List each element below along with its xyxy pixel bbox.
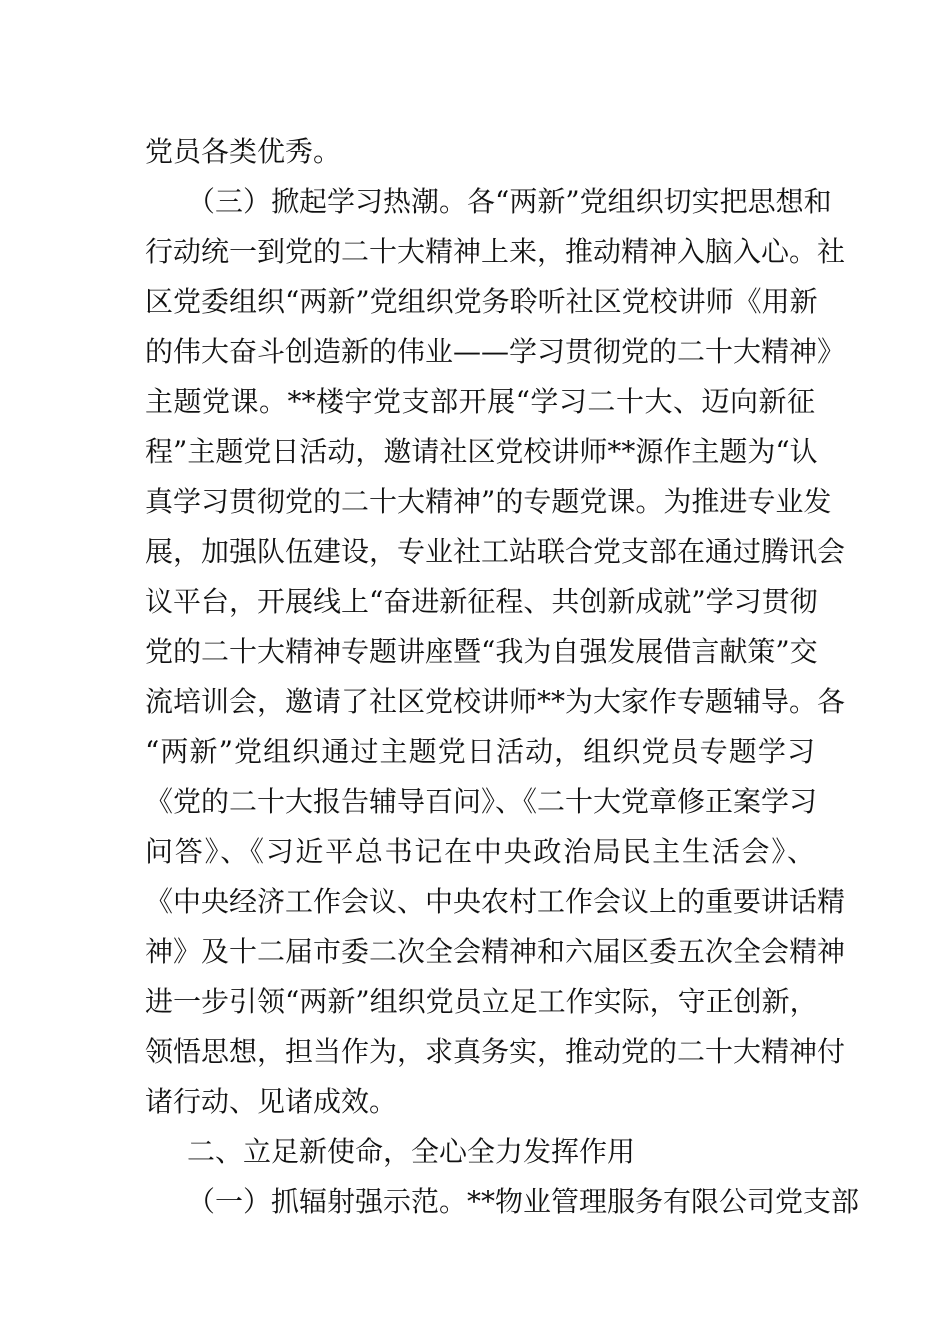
paragraph-line: 主题党课。**楼宇党支部开展“学习二十大、迈向新征 bbox=[145, 385, 815, 418]
paragraph-line: 《中央经济工作会议、中央农村工作会议上的重要讲话精 bbox=[145, 885, 846, 918]
paragraph-line: 流培训会，邀请了社区党校讲师**为大家作专题辅导。各 bbox=[145, 685, 846, 718]
paragraph-line: 真学习贯彻党的二十大精神”的专题党课。为推进专业发 bbox=[145, 485, 832, 518]
paragraph-line: 进一步引领“两新”组织党员立足工作实际，守正创新， bbox=[145, 985, 818, 1018]
paragraph-line: 程”主题党日活动，邀请社区党校讲师**源作主题为“认 bbox=[145, 435, 818, 468]
paragraph-line: 党员各类优秀。 bbox=[145, 135, 342, 168]
paragraph-line: 诸行动、见诸成效。 bbox=[145, 1085, 398, 1118]
paragraph-line: 展，加强队伍建设，专业社工站联合党支部在通过腾讯会 bbox=[145, 535, 846, 568]
paragraph-line: 领悟思想，担当作为，求真务实，推动党的二十大精神付 bbox=[145, 1035, 846, 1068]
paragraph-line: 问答》、《习近平总书记在中央政治局民主生活会》、 bbox=[145, 835, 815, 868]
paragraph-line: （三）掀起学习热潮。各“两新”党组织切实把思想和 bbox=[187, 185, 832, 218]
paragraph-line: 的伟大奋斗创造新的伟业——学习贯彻党的二十大精神》 bbox=[145, 335, 846, 368]
section-heading: 二、立足新使命，全心全力发挥作用 bbox=[187, 1135, 636, 1168]
paragraph-line: 党的二十大精神专题讲座暨“我为自强发展借言献策”交 bbox=[145, 635, 818, 668]
paragraph-line: 神》及十二届市委二次全会精神和六届区委五次全会精神 bbox=[145, 935, 846, 968]
paragraph-line: 区党委组织“两新”党组织党务聆听社区党校讲师《用新 bbox=[145, 285, 818, 318]
paragraph-line: 行动统一到党的二十大精神上来，推动精神入脑入心。社 bbox=[145, 235, 846, 268]
paragraph-line: “两新”党组织通过主题党日活动，组织党员专题学习 bbox=[145, 735, 815, 768]
paragraph-line: （一）抓辐射强示范。**物业管理服务有限公司党支部 bbox=[187, 1185, 860, 1218]
paragraph-line: 议平台，开展线上“奋进新征程、共创新成就”学习贯彻 bbox=[145, 585, 818, 618]
paragraph-line: 《党的二十大报告辅导百问》、《二十大党章修正案学习 bbox=[145, 785, 818, 818]
